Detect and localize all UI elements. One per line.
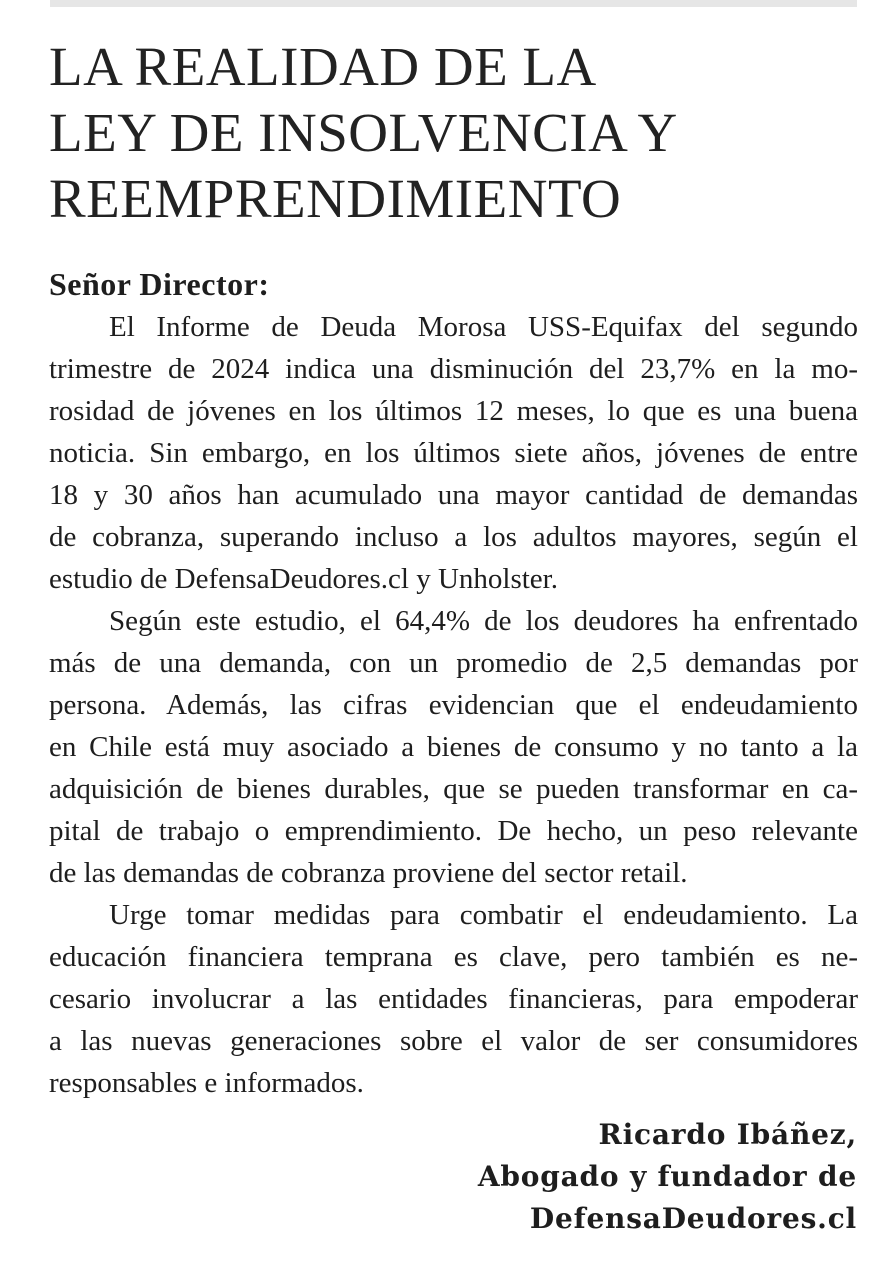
body-line: cesario involucrar a las entidades financieras, para empoderar [49,983,858,1015]
body-line: rosidad de jóvenes en los últimos 12 meses, lo que es una buena [49,395,858,427]
signature-line: Abogado y fundador de [477,1160,857,1193]
body-line: El Informe de Deuda Morosa USS-Equifax del segundo [109,311,858,343]
headline-line: LEY DE INSOLVENCIA Y [49,102,678,163]
body-line: de cobranza, superando incluso a los adultos mayores, según el [49,521,858,553]
body-line: adquisición de bienes durables, que se pueden transformar en ca- [49,773,858,805]
headline-line: LA REALIDAD DE LA [49,36,597,97]
body-line: 18 y 30 años han acumulado una mayor cantidad de demandas [49,479,858,511]
body-line: educación financiera temprana es clave, pero también es ne- [49,941,858,973]
body-line: noticia. Sin embargo, en los últimos siete años, jóvenes de entre [49,437,858,469]
body-line: Según este estudio, el 64,4% de los deudores ha enfrentado [109,605,858,637]
body-line: más de una demanda, con un promedio de 2,5 demandas por [49,647,858,679]
headline [49,34,859,232]
salutation: Señor Director: [49,266,270,302]
signature [478,1114,857,1240]
top-divider [50,0,857,7]
body-line: en Chile está muy asociado a bienes de consumo y no tanto a la [49,731,858,763]
body-line: pital de trabajo o emprendimiento. De hecho, un peso relevante [49,815,858,847]
letter-body [49,306,858,1104]
body-line: persona. Además, las cifras evidencian que el endeudamiento [49,689,858,721]
signature-line: Ricardo Ibáñez, [598,1118,857,1151]
body-line: responsables e informados. [49,1067,364,1099]
body-line: estudio de DefensaDeudores.cl y Unholster. [49,563,558,595]
body-line: a las nuevas generaciones sobre el valor de ser consumidores [49,1025,858,1057]
body-line: Urge tomar medidas para combatir el endeudamiento. La [109,899,858,931]
signature-line: DefensaDeudores.cl [529,1202,857,1235]
body-line: de las demandas de cobranza proviene del sector retail. [49,857,688,889]
body-line: trimestre de 2024 indica una disminución del 23,7% en la mo- [49,353,858,385]
headline-line: REEMPRENDIMIENTO [49,168,622,229]
